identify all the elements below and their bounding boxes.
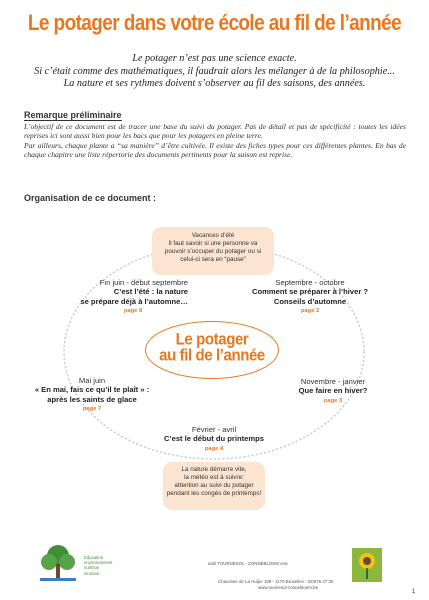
center-title-line: au fil de l’année — [159, 346, 265, 365]
node-question: se prépare déjà à l’automne… — [80, 296, 188, 306]
organisation-heading: Organisation de ce document : — [24, 193, 157, 203]
node-question: après les saints de glace — [47, 394, 137, 404]
intro-line: La nature et ses rythmes doivent s’observer au fil des saisons, des années. — [63, 78, 366, 89]
spring-warning-box — [163, 462, 265, 510]
node-summer — [58, 278, 188, 317]
node-period: Septembre - octobre — [275, 278, 345, 287]
node-question: « En mai, fais ce qu’il te plaît » : — [34, 385, 150, 395]
node-period: Fin juin - début septembre — [99, 278, 188, 287]
node-period: Novembre - janvier — [300, 377, 366, 386]
contact-website[interactable]: www.tournesol-zonnebloem.be — [258, 585, 319, 590]
box-line: Vacances d’été — [191, 232, 235, 239]
node-question: C’est l’été : la nature — [113, 287, 188, 297]
page-number: 1 — [412, 589, 416, 595]
summer-holidays-box — [152, 227, 274, 275]
center-ellipse — [145, 321, 279, 379]
node-page-ref: page 3 — [323, 397, 343, 404]
org-line: nutrition — [84, 565, 100, 571]
org-name — [84, 555, 112, 576]
node-page-ref: page 7 — [82, 406, 102, 413]
node-period: Février - avril — [191, 425, 237, 434]
node-question: C’est le début du printemps — [164, 434, 264, 444]
org-line: environnement — [84, 560, 113, 566]
node-may-june — [32, 376, 152, 415]
node-question: Que faire en hiver? — [298, 386, 368, 396]
node-page-ref: page 2 — [300, 308, 320, 315]
document-title: Le potager dans votre école au fil de l’année — [27, 11, 402, 36]
node-question: Conseils d’automne — [273, 296, 347, 306]
box-line: La nature démarre vite, — [181, 466, 247, 473]
box-line: pendant les congés de printemps! — [166, 490, 262, 498]
box-line: celui-ci sera en “pause” — [180, 256, 246, 264]
remark-paragraph: L’objectif de ce document est de tracer une base du suivi du potager. Pas de détail et pas de spécificité : toutes les idées reprises ici sont aussi bien pour les bacs que pour les potagers en pleine terre. — [24, 122, 406, 141]
center-title-line: Le potager — [175, 330, 249, 349]
node-spring — [140, 425, 288, 455]
intro-line: Si c’était comme des mathématiques, il faudrait alors les mélanger à de la philosophie... — [34, 65, 395, 77]
node-page-ref: page 4 — [204, 445, 224, 452]
node-page-ref: page 8 — [123, 308, 143, 315]
box-line: la météo est à suivre: — [184, 474, 244, 482]
org-line: innovati — [84, 570, 99, 576]
intro-line: Le potager n’est pas une science exacte. — [132, 53, 297, 64]
sunflower-logo — [352, 548, 382, 582]
node-autumn — [250, 278, 370, 317]
tree-logo — [34, 540, 82, 584]
box-line: pouvoir s’occuper du potager ou si — [164, 248, 262, 256]
org-line: Education — [84, 555, 104, 560]
box-line: Il faut savoir si une personne va — [168, 240, 258, 248]
remark-paragraph: Par ailleurs, chaque plante a “sa manière” d’être cultivée. Il existe des fiches types pour ces différentes plantes. En bas de chaque chapitre une liste répertorie des documents pertinents pour la saison est reprise. — [24, 140, 406, 160]
remark-heading: Remarque préliminaire — [24, 110, 122, 120]
contact-org: asbl TOURNESOL - ZONNEBLOEM vzw — [208, 561, 288, 566]
node-question: Comment se préparer à l’hiver ? — [251, 287, 369, 297]
node-winter — [278, 377, 388, 407]
contact-address: Chaussée de La Hulpe 199 - 1170 Bruxelles - 02/675 37 30 — [218, 579, 334, 584]
node-period: Mai juin — [78, 376, 106, 385]
box-line: attention au suivi du potager — [174, 482, 254, 490]
